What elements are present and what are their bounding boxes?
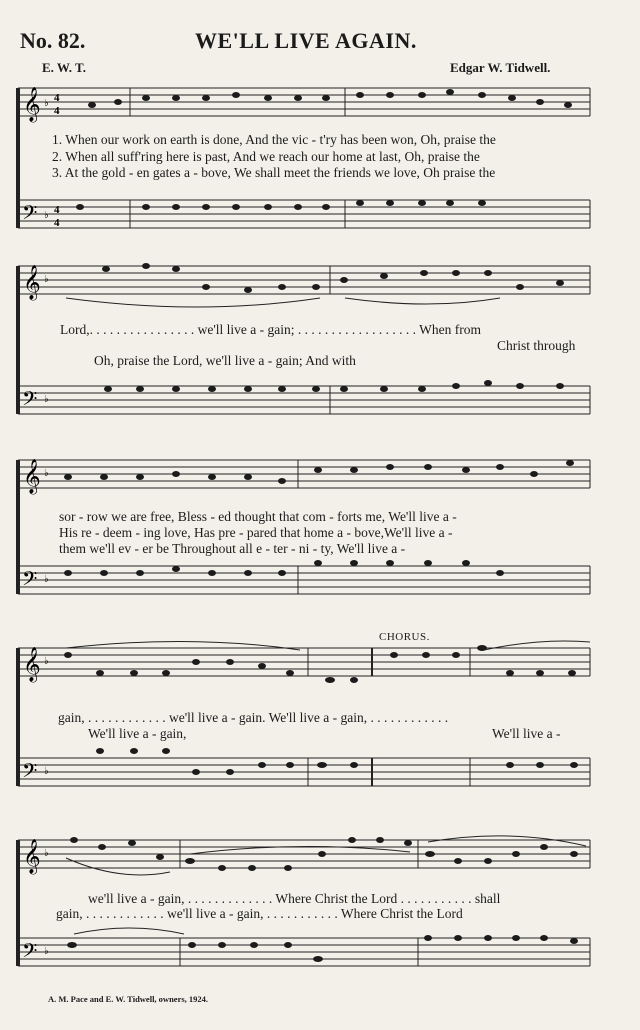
system1-verse3: 3. At the gold - en gates a - bove, We shall meet the friends we love, Oh praise the	[52, 165, 496, 180]
svg-text:𝄞: 𝄞	[23, 265, 41, 300]
hymn-title: WE'LL LIVE AGAIN.	[195, 28, 417, 53]
svg-text:4: 4	[54, 217, 60, 229]
hymn-number: No. 82.	[20, 28, 86, 53]
svg-text:𝄢: 𝄢	[22, 759, 38, 787]
svg-text:𝄢: 𝄢	[22, 201, 38, 229]
system5-line-top: we'll live a - gain, . . . . . . . . . . . . . Where Christ the Lord . . . . . . . . . . . shall	[88, 891, 501, 906]
system4-line-bottom-left: We'll live a - gain,	[88, 726, 187, 741]
system3-verse3: them we'll ev - er be Throughout all e - ter - ni - ty, We'll live a -	[59, 541, 406, 556]
svg-text:𝄢: 𝄢	[22, 939, 38, 967]
system2-line-top: Lord,. . . . . . . . . . . . . . . . we'll live a - gain; . . . . . . . . . . . . . . . . . . When from	[60, 322, 481, 337]
system2-line-right: Christ through	[497, 338, 576, 353]
system1-verse1: 1. When our work on earth is done, And the vic - t'ry has been won, Oh, praise the	[52, 132, 496, 147]
svg-text:♭: ♭	[44, 848, 49, 859]
svg-text:♭: ♭	[44, 468, 49, 479]
chorus-label: CHORUS.	[379, 631, 430, 643]
svg-text:♭: ♭	[44, 210, 49, 221]
svg-text:𝄢: 𝄢	[22, 387, 38, 415]
svg-text:𝄞: 𝄞	[23, 647, 41, 682]
system1-verse2: 2. When all suff'ring here is past, And we reach our home at last, Oh, praise the	[52, 149, 480, 164]
svg-text:♭: ♭	[44, 574, 49, 585]
svg-text:♭: ♭	[44, 98, 49, 109]
svg-text:𝄞: 𝄞	[23, 87, 41, 122]
svg-text:𝄞: 𝄞	[23, 459, 41, 494]
svg-text:𝄞: 𝄞	[23, 839, 41, 874]
svg-text:♭: ♭	[44, 766, 49, 777]
composer-credit: Edgar W. Tidwell.	[450, 60, 551, 75]
svg-text:4: 4	[54, 204, 60, 216]
system3-verse2: His re - deem - ing love, Has pre - pared that home a - bove,We'll live a -	[59, 525, 453, 540]
svg-text:♭: ♭	[44, 394, 49, 405]
system4-line-top: gain, . . . . . . . . . . . . we'll live a - gain. We'll live a - gain, . . . . . . . . . . . .	[58, 710, 449, 725]
system2-line-bottom: Oh, praise the Lord, we'll live a - gain; And with	[94, 353, 356, 368]
svg-text:♭: ♭	[44, 274, 49, 285]
svg-text:𝄢: 𝄢	[22, 567, 38, 595]
copyright-footer: A. M. Pace and E. W. Tidwell, owners, 1924.	[48, 994, 209, 1004]
system4-line-bottom-right: We'll live a -	[492, 726, 561, 741]
lyricist-credit: E. W. T.	[42, 60, 86, 75]
svg-text:♭: ♭	[44, 946, 49, 957]
svg-text:4: 4	[54, 92, 60, 104]
system3-verse1: sor - row we are free, Bless - ed thought that com - forts me, We'll live a -	[59, 509, 457, 524]
svg-text:4: 4	[54, 105, 60, 117]
svg-text:♭: ♭	[44, 656, 49, 667]
system5-line-bottom: gain, . . . . . . . . . . . . we'll live a - gain, . . . . . . . . . . . Where Christ the Lord	[56, 906, 463, 921]
